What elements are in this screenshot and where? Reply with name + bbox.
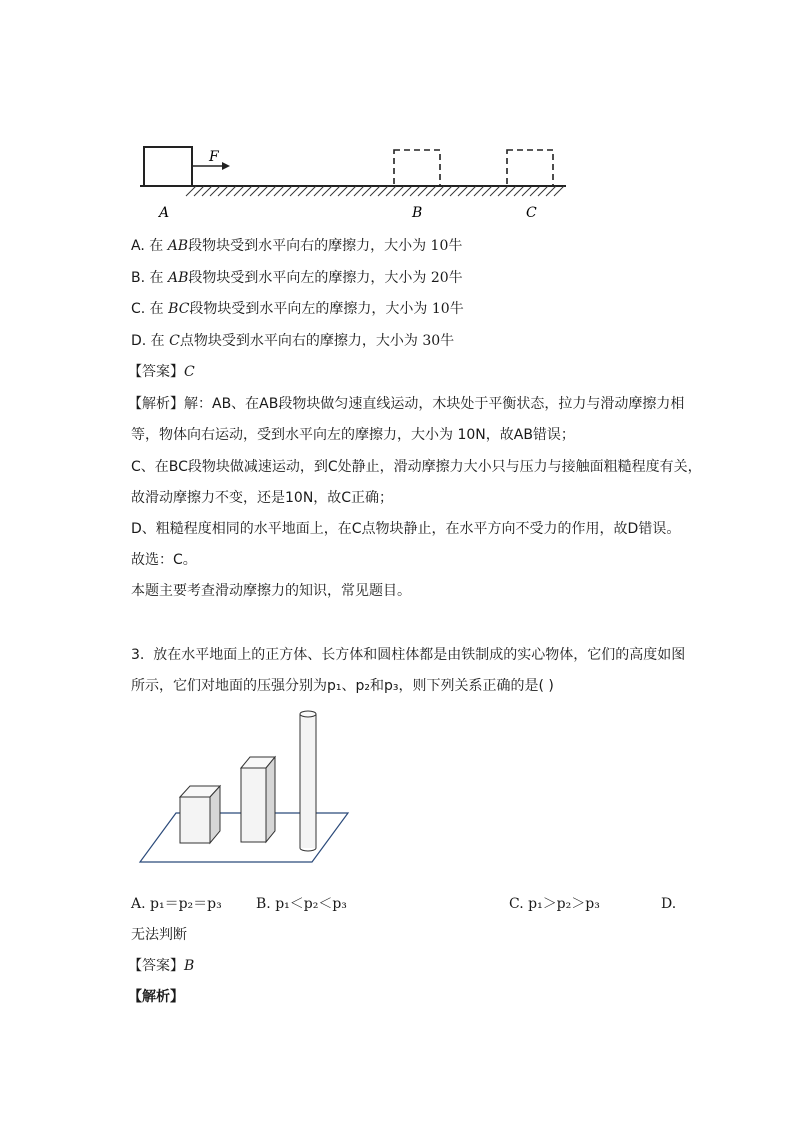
q2-analysis-line-2: 等，物体向右运动，受到水平向左的摩擦力，大小为 10N，故AB错误；	[131, 427, 575, 443]
option-c: C. 在 BC段物块受到水平向左的摩擦力，大小为 10牛	[131, 301, 464, 317]
q3-option-b: B. p₁＜p₂＜p₃	[256, 896, 347, 912]
q3-stem-line-2: 所示，它们对地面的压强分别为p₁、p₂和p₃，则下列关系正确的是( )	[131, 678, 554, 694]
block-b-dashed	[394, 150, 440, 186]
q3-option-d-text: 无法判断	[131, 927, 187, 943]
q2-analysis-line-1: 【解析】解：AB、在AB段物块做匀速直线运动，木块处于平衡状态，拉力与滑动摩擦力相	[128, 396, 685, 412]
q3-option-d-label: D.	[661, 896, 677, 912]
q2-answer: 【答案】C	[128, 364, 195, 380]
q2-summary: 本题主要考查滑动摩擦力的知识，常见题目。	[131, 583, 411, 599]
q2-analysis-line-5: D、粗糙程度相同的水平地面上，在C点物块静止，在水平方向不受力的作用，故D错误。	[131, 521, 681, 537]
option-b: B. 在 AB段物块受到水平向左的摩擦力，大小为 20牛	[131, 270, 463, 286]
q2-analysis-line-6: 故选：C。	[131, 552, 197, 568]
point-label-a: A	[159, 205, 170, 221]
block-a	[144, 147, 192, 186]
point-label-b: B	[412, 205, 423, 221]
cylinder-solid	[300, 711, 316, 851]
option-d: D. 在 C点物块受到水平向右的摩擦力，大小为 30牛	[131, 333, 455, 349]
option-a: A. 在 AB段物块受到水平向右的摩擦力，大小为 10牛	[131, 238, 463, 254]
friction-figure	[126, 140, 576, 225]
cube-solid	[180, 786, 220, 843]
q2-analysis-line-4: 故滑动摩擦力不变，还是10N，故C正确；	[131, 490, 394, 506]
q2-analysis-line-3: C、在BC段物块做减速运动，到C处静止，滑动摩擦力大小只与压力与接触面粗糙程度有关，	[131, 459, 702, 475]
force-label: F	[209, 149, 219, 165]
point-label-c: C	[526, 205, 537, 221]
q3-option-a: A. p₁＝p₂＝p₃	[131, 896, 222, 912]
force-arrow-icon	[222, 162, 230, 170]
q3-stem-line-1: 3. 放在水平地面上的正方体、长方体和圆柱体都是由铁制成的实心物体，它们的高度如图	[131, 647, 686, 663]
q3-analysis-label: 【解析】	[128, 989, 184, 1005]
q3-answer: 【答案】B	[128, 958, 195, 974]
cuboid-solid	[241, 757, 275, 842]
block-c-dashed	[507, 150, 553, 186]
solids-figure	[138, 710, 354, 868]
q3-option-c: C. p₁＞p₂＞p₃	[509, 896, 600, 912]
